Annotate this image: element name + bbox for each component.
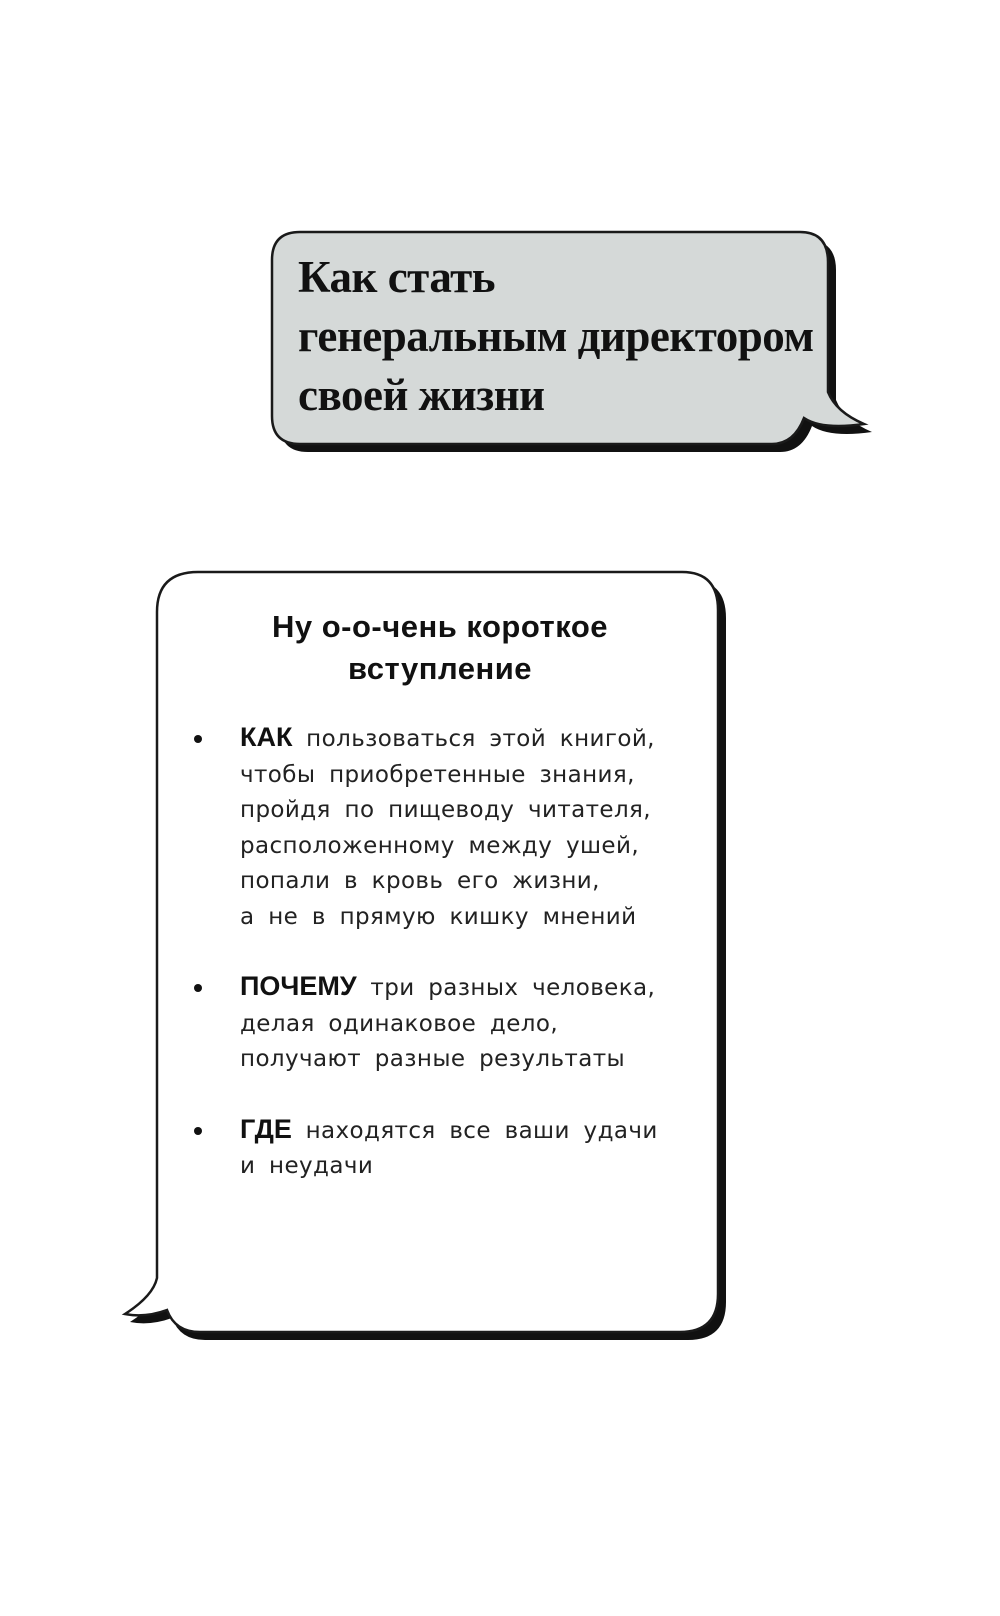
item-text-line: и неудачи (240, 1153, 374, 1179)
intro-bullet-list (192, 720, 712, 1219)
book-title-line: Как стать (298, 252, 496, 302)
intro-heading (160, 606, 720, 690)
bullet-icon (194, 735, 202, 743)
item-text: пользоваться этой книгой, (292, 726, 655, 752)
item-text-line: пройдя по пищеводу читателя, (240, 797, 652, 823)
item-text-line: расположенному между ушей, (240, 832, 640, 859)
book-title (298, 248, 858, 425)
item-text-line: а не в прямую кишку мнений (240, 903, 637, 930)
bullet-icon (194, 1127, 202, 1135)
item-keyword: ГДЕ (240, 1113, 292, 1144)
book-title-line: генеральным директором (298, 311, 814, 361)
item-keyword: КАК (240, 722, 293, 752)
item-text-line: делая одинаковое дело, (240, 1010, 559, 1037)
item-text-line: получают разные результаты (240, 1046, 626, 1072)
book-title-line: своей жизни (298, 370, 545, 420)
bullet-icon (194, 984, 202, 992)
list-item (192, 1112, 712, 1185)
item-text-line: попали в кровь его жизни, (240, 868, 600, 894)
item-text-line: чтобы приобретенные знания, (240, 761, 635, 788)
item-text: три разных человека, (356, 975, 656, 1001)
list-item (192, 969, 712, 1078)
item-text: находятся все ваши удачи (291, 1117, 658, 1144)
intro-heading-line: вступление (348, 651, 532, 686)
item-keyword: ПОЧЕМУ (240, 971, 357, 1001)
list-item (192, 720, 712, 935)
intro-heading-line: Ну о-о-чень короткое (272, 609, 608, 644)
